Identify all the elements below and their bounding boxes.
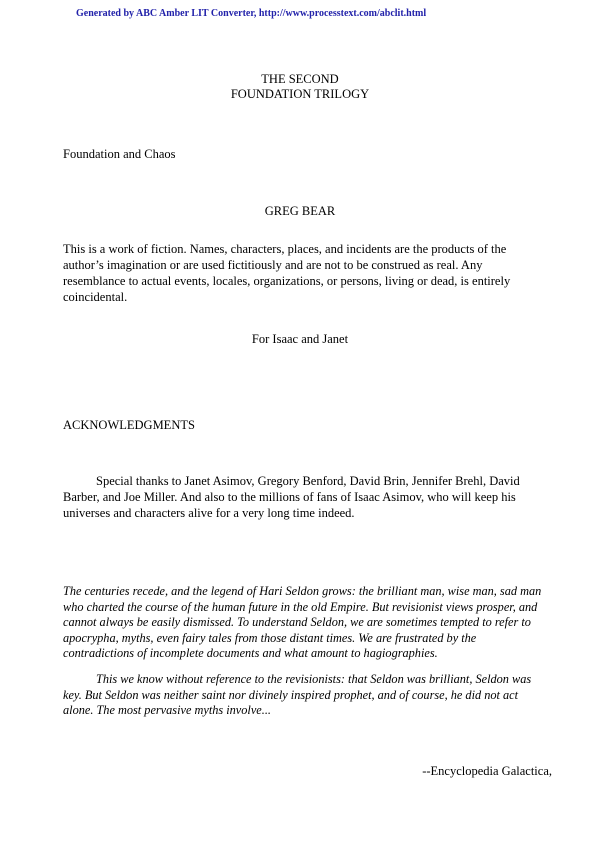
epigraph-paragraph-1: The centuries recede, and the legend of Hari Seldon grows: the brilliant man, wise man, sad man who charted the course of the human future in the old Empire. But revisionist views prosper, and cannot always be easily dismissed. To understand Seldon, we are sometimes tempted to refer to apocrypha, myths, even fairy tales from those distant times. We are frustrated by the contradictions of incomplete documents and what amount to hagiographies. xyxy=(63,584,542,660)
author-name: GREG BEAR xyxy=(264,204,336,218)
book-title: Foundation and Chaos xyxy=(63,147,176,161)
epigraph-paragraph-2: This we know without reference to the revisionists: that Seldon was brilliant, Seldon was key. But Seldon was neither saint nor divinely inspired prophet, and of course, he did not act alone. The most pervasive myths involve... xyxy=(63,672,532,717)
acknowledgments-heading: ACKNOWLEDGMENTS xyxy=(63,418,195,432)
series-title-line2: FOUNDATION TRILOGY xyxy=(230,87,370,101)
dedication: For Isaac and Janet xyxy=(251,332,349,346)
series-title xyxy=(0,72,600,102)
acknowledgments-text: Special thanks to Janet Asimov, Gregory Benford, David Brin, Jennifer Brehl, David Barber, and Joe Miller. And also to the millions of fans of Isaac Asimov, who will keep his universes and characters alive for a very long time indeed. xyxy=(63,474,520,520)
series-title-line1: THE SECOND xyxy=(261,72,339,86)
disclaimer: This is a work of fiction. Names, characters, places, and incidents are the products of the author’s imagination or are used fictitiously and are not to be construed as real. Any resemblance to actual events, locales, organizations, or persons, living or dead, is entirely coincidental. xyxy=(63,242,511,304)
epigraph-attribution: --Encyclopedia Galactica, xyxy=(422,764,552,778)
generator-credit: Generated by ABC Amber LIT Converter, http://www.processtext.com/abclit.html xyxy=(76,8,427,19)
